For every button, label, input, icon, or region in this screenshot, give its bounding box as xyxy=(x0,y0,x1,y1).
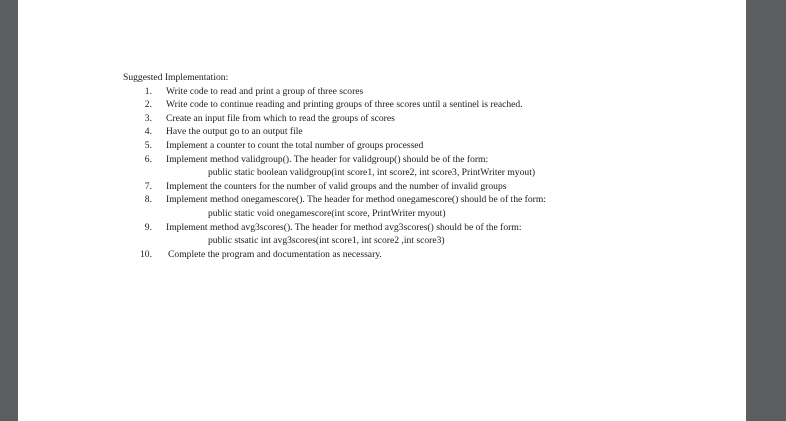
item-text: Implement method onegamescore(). The header for method onegamescore() should be of the form: xyxy=(166,194,546,206)
item-text: Implement a counter to count the total number of groups processed xyxy=(166,139,424,151)
item-text: Implement method validgroup(). The header for validgroup() should be of the form: xyxy=(166,153,489,165)
list-item xyxy=(123,125,503,139)
list-item xyxy=(123,98,523,112)
item-number: 4. xyxy=(144,126,152,138)
code-line xyxy=(123,166,536,180)
item-text: Implement method avg3scores(). The header for method avg3scores() should be of the form: xyxy=(166,221,522,233)
list-item xyxy=(123,139,503,153)
section-heading: Suggested Implementation: xyxy=(123,72,229,83)
item-number: 7. xyxy=(144,180,152,192)
item-number: 10. xyxy=(140,248,152,260)
item-number: 9. xyxy=(144,221,152,233)
item-number: 1. xyxy=(144,85,152,97)
list-item xyxy=(123,85,503,99)
document-body xyxy=(123,71,546,261)
list-item xyxy=(123,153,503,167)
list-item xyxy=(123,221,522,235)
method-header-code: public static boolean validgroup(int score1, int score2, int score3, PrintWriter myout) xyxy=(208,167,536,179)
method-header-code: public stsatic int avg3scores(int score1, int score2 ,int score3) xyxy=(208,235,445,247)
list-item xyxy=(123,193,546,207)
item-text: Write code to read and print a group of three scores xyxy=(166,85,364,97)
item-text: Write code to continue reading and printing groups of three scores until a sentinel is reached. xyxy=(166,99,523,111)
item-number: 8. xyxy=(144,194,152,206)
method-header-code: public static void onegamescore(int score, PrintWriter myout) xyxy=(208,207,446,219)
code-line xyxy=(123,207,503,221)
item-text: Complete the program and documentation as necessary. xyxy=(168,248,382,260)
item-number: 3. xyxy=(144,112,152,124)
list-item xyxy=(123,112,503,126)
list-item xyxy=(123,248,503,262)
list-item xyxy=(123,180,507,194)
item-number: 6. xyxy=(144,153,152,165)
item-text: Have the output go to an output file xyxy=(166,126,303,138)
item-text: Implement the counters for the number of valid groups and the number of invalid groups xyxy=(166,180,507,192)
item-number: 5. xyxy=(144,139,152,151)
code-line xyxy=(123,234,503,248)
document-page xyxy=(18,0,746,421)
item-text: Create an input file from which to read the groups of scores xyxy=(166,112,395,124)
item-number: 2. xyxy=(144,99,152,111)
